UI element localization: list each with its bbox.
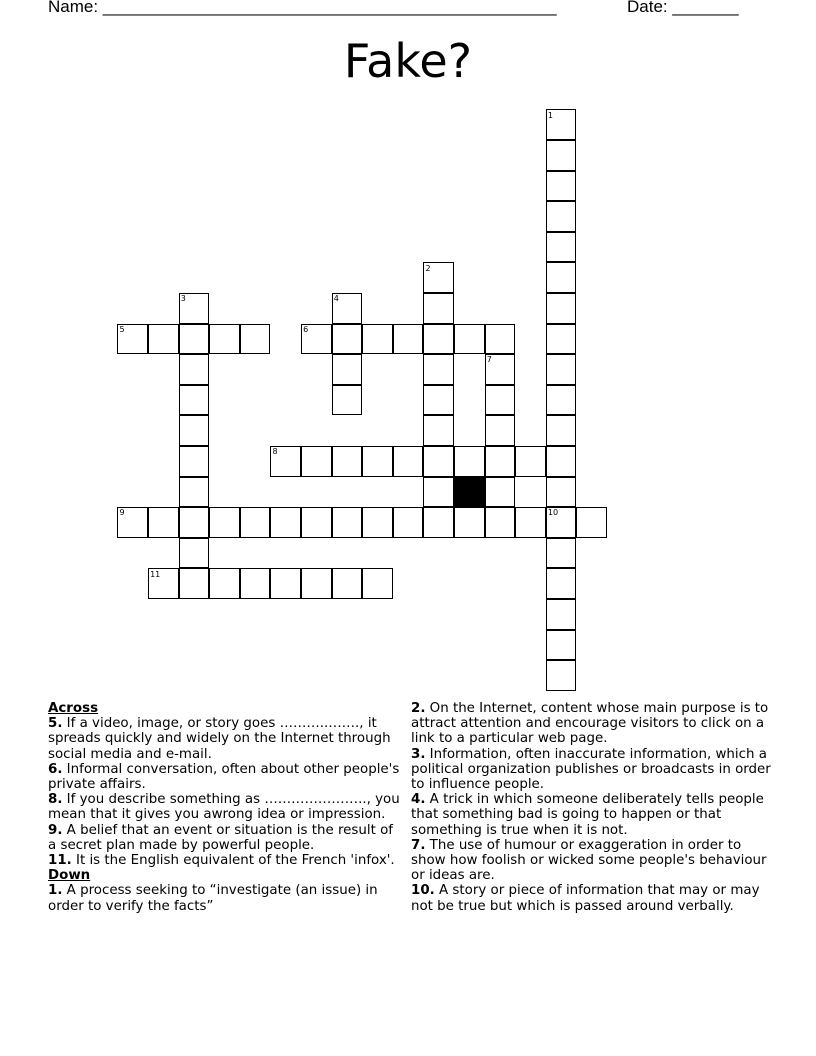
- grid-cell[interactable]: [179, 354, 210, 385]
- grid-cell[interactable]: [546, 538, 577, 569]
- clue-text: A story or piece of information that may or may not be true but which is passed around verbally.: [411, 883, 760, 914]
- grid-cell[interactable]: [179, 415, 210, 446]
- grid-cell[interactable]: [546, 446, 577, 477]
- grid-cell[interactable]: [485, 477, 516, 508]
- clue-across-9: [48, 823, 403, 853]
- clue-text: A trick in which someone deliberately tells people that something bad is going to happen or that something is true when it is not.: [411, 792, 764, 838]
- grid-cell[interactable]: [576, 507, 607, 538]
- grid-cell[interactable]: [179, 538, 210, 569]
- clue-down-3: [411, 747, 773, 793]
- clue-number: 7.: [411, 837, 426, 853]
- grid-cell[interactable]: [362, 568, 393, 599]
- clues-right-column: [411, 701, 773, 914]
- grid-cell[interactable]: [148, 324, 179, 355]
- clue-number-6: 6: [303, 324, 309, 334]
- grid-cell[interactable]: [393, 324, 424, 355]
- grid-cell[interactable]: [546, 171, 577, 202]
- grid-cell[interactable]: [546, 354, 577, 385]
- date-field-line: Date: _______: [627, 0, 739, 16]
- clue-text: If a video, image, or story goes ………..……., it spreads quickly and widely on the Internet through social media and e-mail.: [48, 716, 391, 762]
- clue-number: 1.: [48, 883, 63, 899]
- grid-cell[interactable]: [393, 507, 424, 538]
- grid-cell[interactable]: [332, 446, 363, 477]
- grid-cell[interactable]: [454, 446, 485, 477]
- clue-text: A process seeking to “investigate (an issue) in order to verify the facts”: [48, 883, 378, 914]
- clue-across-11: [48, 853, 403, 868]
- grid-cell[interactable]: [423, 385, 454, 416]
- clue-number-3: 3: [180, 294, 186, 304]
- grid-cell[interactable]: [546, 140, 577, 171]
- grid-cell[interactable]: [270, 507, 301, 538]
- grid-cell[interactable]: [454, 507, 485, 538]
- grid-cell[interactable]: [515, 507, 546, 538]
- grid-cell[interactable]: [546, 415, 577, 446]
- clue-number: 8.: [48, 792, 63, 808]
- grid-cell[interactable]: [423, 446, 454, 477]
- grid-cell[interactable]: [332, 324, 363, 355]
- grid-cell[interactable]: [209, 507, 240, 538]
- clue-number-2: 2: [425, 263, 431, 273]
- clue-down-7: [411, 838, 773, 884]
- grid-cell[interactable]: [148, 507, 179, 538]
- clue-text: It is the English equivalent of the French 'infox'.: [71, 853, 395, 869]
- clue-number: 10.: [411, 883, 435, 899]
- grid-cell[interactable]: [240, 507, 271, 538]
- grid-cell[interactable]: [546, 201, 577, 232]
- clue-down-10: [411, 883, 773, 913]
- grid-cell[interactable]: [485, 324, 516, 355]
- grid-cell[interactable]: [179, 568, 210, 599]
- clue-number: 3.: [411, 746, 426, 762]
- clue-number-1: 1: [547, 110, 553, 120]
- clue-text: The use of humour or exaggeration in order to show how foolish or wicked some people's behaviour or ideas are.: [411, 837, 767, 884]
- clue-number-11: 11: [150, 569, 161, 579]
- clue-number-9: 9: [119, 508, 125, 518]
- grid-cell[interactable]: [332, 507, 363, 538]
- grid-cell[interactable]: [423, 324, 454, 355]
- grid-cell[interactable]: [362, 446, 393, 477]
- grid-cell[interactable]: [485, 415, 516, 446]
- grid-cell[interactable]: [301, 507, 332, 538]
- clue-down-1: [48, 883, 403, 913]
- grid-cell[interactable]: [546, 630, 577, 661]
- clue-number: 5.: [48, 716, 63, 732]
- clue-number-4: 4: [333, 294, 339, 304]
- grid-cell[interactable]: [270, 568, 301, 599]
- grid-cell[interactable]: [546, 599, 577, 630]
- grid-cell[interactable]: [332, 385, 363, 416]
- grid-cell[interactable]: [332, 568, 363, 599]
- clue-text: If you describe something as ………………….., you mean that it gives you awrong idea or impression.: [48, 792, 400, 823]
- grid-cell[interactable]: [546, 262, 577, 293]
- grid-cell[interactable]: [546, 568, 577, 599]
- clue-down-2: [411, 701, 773, 747]
- clue-text: Informal conversation, often about other people's private affairs.: [48, 761, 400, 793]
- clue-number-5: 5: [119, 324, 125, 334]
- clue-number: 6.: [48, 761, 63, 777]
- clue-number-8: 8: [272, 447, 278, 457]
- clue-across-5: [48, 716, 403, 762]
- clue-across-6: [48, 762, 403, 792]
- grid-cell[interactable]: [301, 446, 332, 477]
- grid-cell[interactable]: [515, 446, 546, 477]
- grid-cell[interactable]: [179, 477, 210, 508]
- grid-cell[interactable]: [546, 232, 577, 263]
- grid-cell[interactable]: [393, 446, 424, 477]
- clue-down-4: [411, 792, 773, 838]
- clues-left-column: [48, 701, 403, 914]
- clue-text: Information, often inaccurate information, which a political organization publishes or broadcasts in order to influence people.: [411, 746, 771, 793]
- clue-number: 11.: [48, 853, 72, 869]
- clue-number: 2.: [411, 701, 426, 716]
- grid-cell[interactable]: [423, 415, 454, 446]
- name-field-line: Name: ________________________________________________: [48, 0, 557, 16]
- grid-cell[interactable]: [209, 324, 240, 355]
- grid-cell[interactable]: [546, 324, 577, 355]
- grid-cell[interactable]: [546, 293, 577, 324]
- grid-cell[interactable]: [423, 354, 454, 385]
- grid-cell[interactable]: [209, 568, 240, 599]
- clue-number-7: 7: [486, 355, 492, 365]
- clue-across-8: [48, 792, 403, 822]
- grid-cell[interactable]: [179, 446, 210, 477]
- down-heading: Down: [48, 868, 91, 884]
- clue-number: 4.: [411, 792, 426, 808]
- grid-cell[interactable]: [454, 324, 485, 355]
- grid-cell[interactable]: [179, 324, 210, 355]
- clue-number-10: 10: [547, 508, 559, 518]
- across-heading: Across: [48, 701, 99, 716]
- grid-cell[interactable]: [362, 507, 393, 538]
- grid-cell[interactable]: [485, 507, 516, 538]
- clue-text: A belief that an event or situation is the result of a secret plan made by powerful people.: [48, 822, 393, 853]
- grid-cell[interactable]: [240, 568, 271, 599]
- puzzle-title: Fake?: [343, 34, 473, 88]
- grid-cell[interactable]: [179, 507, 210, 538]
- grid-cell[interactable]: [240, 324, 271, 355]
- grid-cell[interactable]: [546, 660, 577, 691]
- grid-cell[interactable]: [546, 385, 577, 416]
- grid-cell[interactable]: [362, 324, 393, 355]
- clue-number: 9.: [48, 822, 63, 838]
- clue-text: On the Internet, content whose main purpose is to attract attention and encourage visitors to click on a link to a particular web page.: [411, 701, 769, 747]
- grid-cell[interactable]: [301, 568, 332, 599]
- grid-cell[interactable]: [546, 477, 577, 508]
- grid-cell[interactable]: [423, 477, 454, 508]
- black-square: [454, 477, 485, 508]
- grid-cell[interactable]: [485, 446, 516, 477]
- grid-cell[interactable]: [485, 385, 516, 416]
- grid-cell[interactable]: [332, 354, 363, 385]
- grid-cell[interactable]: [179, 385, 210, 416]
- grid-cell[interactable]: [423, 507, 454, 538]
- grid-cell[interactable]: [423, 293, 454, 324]
